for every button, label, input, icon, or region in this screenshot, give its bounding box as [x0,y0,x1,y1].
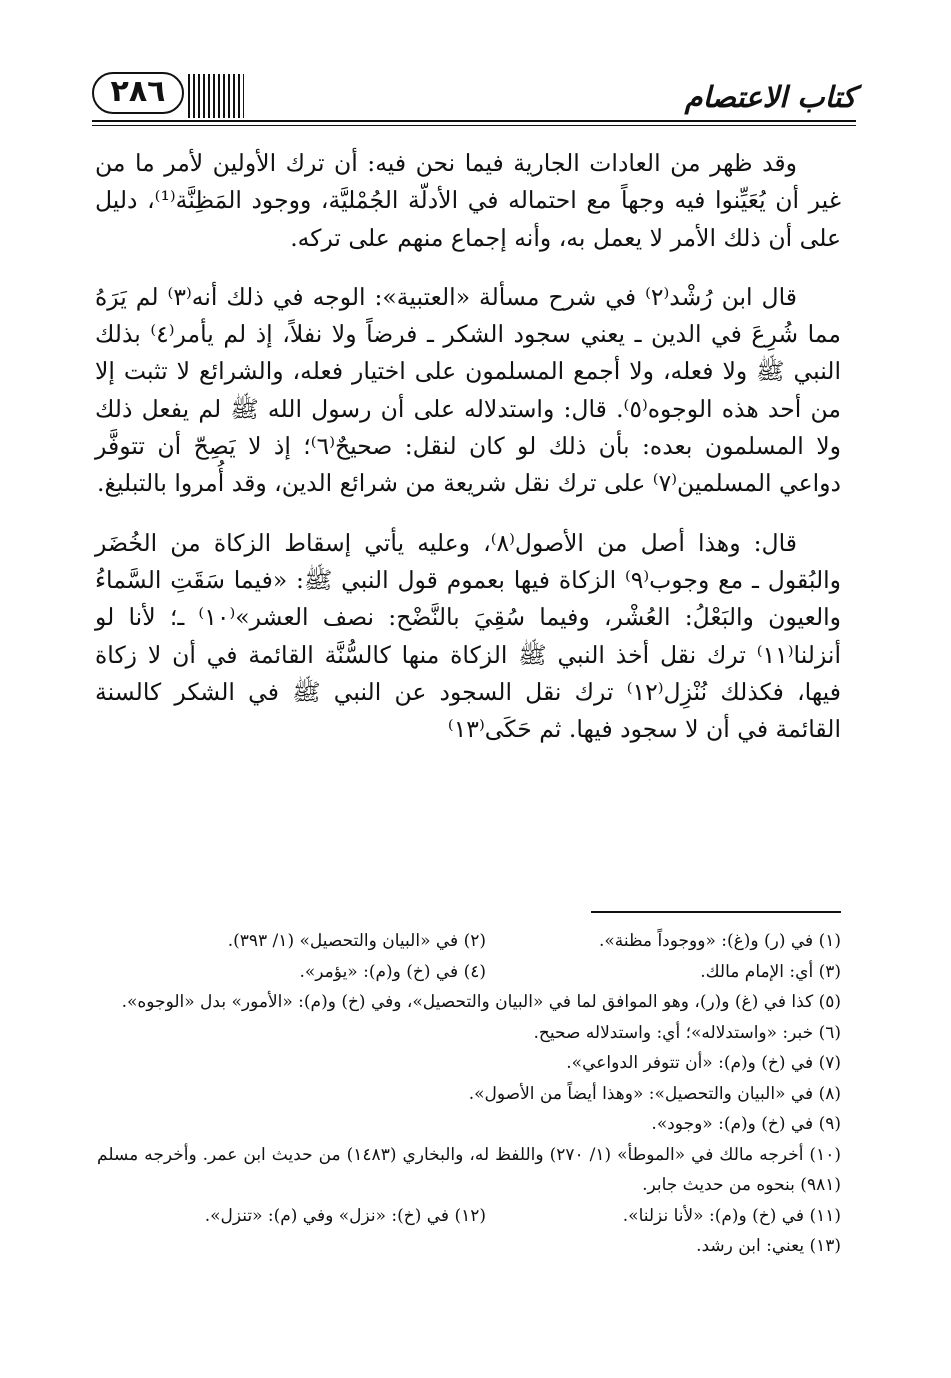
paragraph-3: قال: وهذا أصل من الأصول⁽٨⁾، وعليه يأتي إسقاط الزكاة من الخُضَر والبُقول ـ مع وجوب⁽٩⁾ الزكاة فيها بعموم قول النبي ﷺ: «فيما سَقَتِ السَّماءُ والعيون والبَعْلُ: العُشْر، وفيما سُقِيَ بالنَّضْح: نصف العشر»⁽١٠⁾ ـ؛ لأنا لو أنزلنا⁽١١⁾ ترك نقل أخذ النبي ﷺ الزكاة منها كالسُّنَّة القائمة في أن لا زكاة فيها، فكذلك نُنْزِل⁽١٢⁾ ترك نقل السجود عن النبي ﷺ في الشكر كالسنة القائمة في أن لا سجود فيها. ثم حَكَى⁽١٣⁾ [95,528,841,744]
footnote-6: (٦) خبر: «واستدلاله»؛ أي: واستدلاله صحيح. [533,1022,841,1043]
header-divider [92,120,856,122]
footnote-8: (٨) في «البيان والتحصيل»: «وهذا أيضاً من الأصول». [468,1083,841,1104]
footnote-3: (٣) أي: الإمام مالك. [700,961,841,982]
footnote-11: (١١) في (خ) و(م): «لأنا نزلنا». [622,1205,841,1226]
footnote-7: (٧) في (خ) و(م): «أن تتوفر الدواعي». [566,1053,841,1073]
page-number-badge [92,68,244,118]
footnote-row [97,926,841,957]
paragraph-1: وقد ظهر من العادات الجارية فيما نحن فيه: أن ترك الأولين لأمر ما من غير أن يُعَيِّنوا فيه وجهاً مع احتماله في الأدلّة الجُمْليَّة، ووجود المَظِنَّة⁽¹⁾، دليل على أن ذلك الأمر لا يعمل به، وأنه إجماع منهم على تركه. [95,149,841,252]
footnote-12: (١٢) في (خ): «نزل» وفي (م): «تنزل». [204,1205,486,1226]
page-number: ٢٨٦ [110,74,166,109]
footnote-13: (١٣) يعني: ابن رشد. [696,1236,841,1256]
decorative-bars-icon [188,74,244,118]
footnote-10: (١٠) أخرجه مالك في «الموطأ» (١/ ٢٧٠) واللفظ له، والبخاري (١٤٨٣) من حديث ابن عمر. وأخرجه مسلم (٩٨١) بنحوه من حديث جابر. [97,1144,841,1195]
page-header [92,66,856,124]
header-divider-thin [92,125,856,126]
main-text [95,145,841,748]
footnote-1: (١) في (ر) و(غ): «ووجوداً مظنة». [598,931,841,951]
footnote-row [97,957,841,988]
book-title: كتاب الاعتصام [684,80,856,114]
footnote-2: (٢) في «البيان والتحصيل» (١/ ٣٩٣). [227,931,486,951]
footnote-9: (٩) في (خ) و(م): «وجود». [651,1114,841,1134]
footnote-4: (٤) في (خ) و(م): «يؤمر». [299,961,486,982]
footnotes [97,926,841,1262]
footnote-5: (٥) كذا في (غ) و(ر)، وهو الموافق لما في «البيان والتحصيل»، وفي (خ) و(م): «الأمور» بدل «الوجوه». [121,992,841,1012]
paragraph-2: قال ابن رُشْد⁽٢⁾ في شرح مسألة «العتبية»: الوجه في ذلك أنه⁽٣⁾ لم يَرَهُ مما شُرِعَ في الدين ـ يعني سجود الشكر ـ فرضاً ولا نفلاً، إذ لم يأمر⁽٤⁾ بذلك النبي ﷺ ولا فعله، ولا أجمع المسلمون على اختيار فعله، والشرائع لا تثبت إلا من أحد هذه الوجوه⁽٥⁾. قال: واستدلاله على أن رسول الله ﷺ لم يفعل ذلك ولا المسلمون بعده: بأن ذلك لو كان لنقل: صحيحٌ⁽٦⁾؛ إذ لا يَصِحّ أن تتوفَّر دواعي المسلمين⁽٧⁾ على ترك نقل شريعة من شرائع الدين، وقد أُمروا بالتبليغ. [95,282,841,498]
footnote-row [97,1201,841,1232]
footnote-divider [591,911,841,913]
